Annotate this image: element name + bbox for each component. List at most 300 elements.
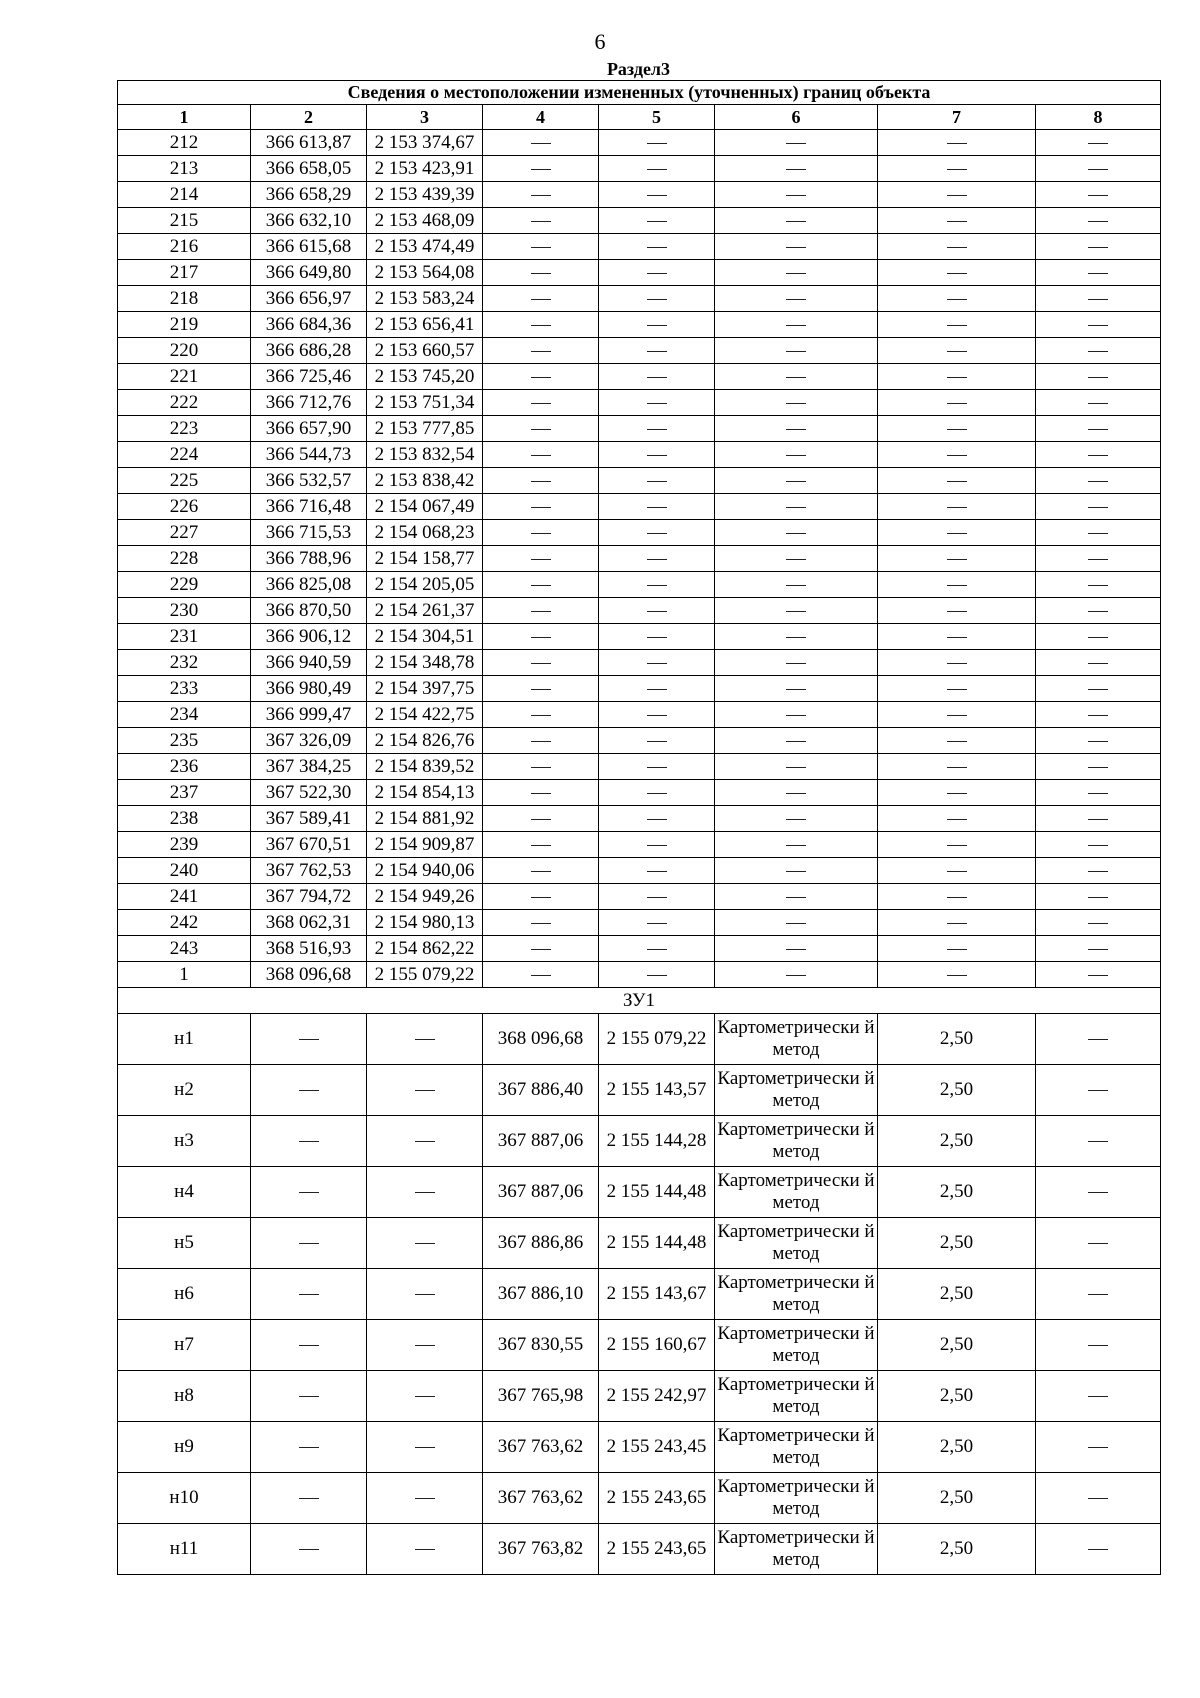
dash-mark: [947, 715, 967, 716]
table-row: [118, 676, 1161, 702]
table-row: [118, 1116, 1161, 1167]
dash-mark: [531, 403, 551, 404]
dash-mark: [1088, 247, 1108, 248]
empty-cell: [483, 806, 599, 832]
empty-cell: [878, 286, 1036, 312]
empty-cell: [1036, 1167, 1161, 1218]
point-number: 231: [118, 624, 251, 650]
dash-mark: [786, 247, 806, 248]
dash-mark: [299, 1039, 319, 1040]
dash-mark: [1088, 1141, 1108, 1142]
dash-mark: [947, 507, 967, 508]
coord-y: 2 154 980,13: [367, 910, 483, 936]
empty-cell: [878, 156, 1036, 182]
coord-y: 2 154 949,26: [367, 884, 483, 910]
dash-mark: [786, 221, 806, 222]
empty-cell: [715, 416, 878, 442]
empty-cell: [878, 832, 1036, 858]
dash-mark: [531, 273, 551, 274]
coord-y: 2 153 832,54: [367, 442, 483, 468]
dash-mark: [786, 507, 806, 508]
dash-mark: [947, 429, 967, 430]
dash-mark: [647, 221, 667, 222]
coord-y: 2 154 854,13: [367, 780, 483, 806]
empty-cell: [715, 338, 878, 364]
dash-mark: [947, 559, 967, 560]
point-number: н9: [118, 1422, 251, 1473]
point-number: 222: [118, 390, 251, 416]
empty-cell: [715, 676, 878, 702]
empty-cell: [483, 624, 599, 650]
coord-x: 366 657,90: [251, 416, 367, 442]
empty-cell: [367, 1371, 483, 1422]
empty-cell: [1036, 702, 1161, 728]
empty-cell: [1036, 780, 1161, 806]
point-number: 235: [118, 728, 251, 754]
dash-mark: [531, 871, 551, 872]
empty-cell: [1036, 312, 1161, 338]
empty-cell: [1036, 936, 1161, 962]
point-number: 234: [118, 702, 251, 728]
empty-cell: [1036, 676, 1161, 702]
dash-mark: [647, 767, 667, 768]
dash-mark: [786, 741, 806, 742]
empty-cell: [1036, 884, 1161, 910]
table-row: [118, 390, 1161, 416]
dash-mark: [531, 741, 551, 742]
coord-y: 2 154 261,37: [367, 598, 483, 624]
dash-mark: [947, 247, 967, 248]
dash-mark: [786, 923, 806, 924]
empty-cell: [878, 962, 1036, 988]
empty-cell: [1036, 1371, 1161, 1422]
empty-cell: [878, 208, 1036, 234]
dash-mark: [531, 533, 551, 534]
empty-cell: [1036, 494, 1161, 520]
dash-mark: [786, 637, 806, 638]
empty-cell: [1036, 598, 1161, 624]
method-cell: Картометрически й метод: [715, 1524, 878, 1575]
dash-mark: [786, 455, 806, 456]
empty-cell: [715, 546, 878, 572]
empty-cell: [367, 1320, 483, 1371]
table-row: [118, 884, 1161, 910]
coord-y: 2 153 660,57: [367, 338, 483, 364]
coord-y: 2 153 374,67: [367, 130, 483, 156]
empty-cell: [599, 130, 715, 156]
dash-mark: [1088, 273, 1108, 274]
table-row: [118, 728, 1161, 754]
dash-mark: [1088, 299, 1108, 300]
empty-cell: [1036, 962, 1161, 988]
empty-cell: [715, 390, 878, 416]
empty-cell: [599, 182, 715, 208]
dash-mark: [647, 481, 667, 482]
empty-cell: [251, 1422, 367, 1473]
table-title: Сведения о местоположении измененных (уточненных) границ объекта: [118, 81, 1161, 105]
dash-mark: [1088, 195, 1108, 196]
empty-cell: [715, 650, 878, 676]
coord-x: 366 684,36: [251, 312, 367, 338]
dash-mark: [647, 143, 667, 144]
empty-cell: [1036, 1065, 1161, 1116]
empty-cell: [1036, 1473, 1161, 1524]
empty-cell: [1036, 286, 1161, 312]
dash-mark: [647, 715, 667, 716]
coord-y: 2 153 468,09: [367, 208, 483, 234]
point-number: 212: [118, 130, 251, 156]
table-row: [118, 546, 1161, 572]
page-number: 6: [594, 29, 606, 54]
dash-mark: [531, 923, 551, 924]
table-row: [118, 1320, 1161, 1371]
coord-x: 366 725,46: [251, 364, 367, 390]
dash-mark: [947, 585, 967, 586]
dash-mark: [786, 949, 806, 950]
dash-mark: [947, 533, 967, 534]
empty-cell: [1036, 910, 1161, 936]
empty-cell: [599, 624, 715, 650]
coord-x: 366 686,28: [251, 338, 367, 364]
coord-x: 366 715,53: [251, 520, 367, 546]
empty-cell: [483, 676, 599, 702]
coord-x: 368 096,68: [483, 1014, 599, 1065]
coord-x: 366 940,59: [251, 650, 367, 676]
empty-cell: [878, 338, 1036, 364]
empty-cell: [251, 1524, 367, 1575]
table-row: [118, 286, 1161, 312]
dash-mark: [947, 949, 967, 950]
empty-cell: [483, 572, 599, 598]
dash-mark: [299, 1396, 319, 1397]
empty-cell: [251, 1473, 367, 1524]
point-number: н3: [118, 1116, 251, 1167]
empty-cell: [599, 390, 715, 416]
point-number: 218: [118, 286, 251, 312]
dash-mark: [1088, 169, 1108, 170]
table-row: [118, 858, 1161, 884]
table-row: [118, 338, 1161, 364]
dash-mark: [299, 1090, 319, 1091]
empty-cell: [1036, 442, 1161, 468]
column-header: 6: [715, 105, 878, 130]
empty-cell: [1036, 390, 1161, 416]
group-row: [118, 988, 1161, 1014]
empty-cell: [715, 858, 878, 884]
dash-mark: [1088, 325, 1108, 326]
empty-cell: [251, 1014, 367, 1065]
empty-cell: [878, 182, 1036, 208]
empty-cell: [715, 442, 878, 468]
dash-mark: [415, 1243, 435, 1244]
empty-cell: [1036, 520, 1161, 546]
dash-mark: [1088, 455, 1108, 456]
dash-mark: [1088, 871, 1108, 872]
dash-mark: [415, 1549, 435, 1550]
accuracy-cell: 2,50: [878, 1065, 1036, 1116]
coord-x: 368 096,68: [251, 962, 367, 988]
point-number: н8: [118, 1371, 251, 1422]
dash-mark: [647, 585, 667, 586]
point-number: 228: [118, 546, 251, 572]
empty-cell: [878, 780, 1036, 806]
empty-cell: [878, 676, 1036, 702]
dash-mark: [647, 793, 667, 794]
dash-mark: [647, 507, 667, 508]
coord-x: 366 712,76: [251, 390, 367, 416]
method-cell: Картометрически й метод: [715, 1014, 878, 1065]
empty-cell: [1036, 234, 1161, 260]
empty-cell: [1036, 728, 1161, 754]
dash-mark: [415, 1345, 435, 1346]
dash-mark: [1088, 923, 1108, 924]
dash-mark: [647, 455, 667, 456]
dash-mark: [531, 637, 551, 638]
dash-mark: [415, 1039, 435, 1040]
accuracy-cell: 2,50: [878, 1116, 1036, 1167]
accuracy-cell: 2,50: [878, 1218, 1036, 1269]
dash-mark: [531, 169, 551, 170]
empty-cell: [1036, 130, 1161, 156]
dash-mark: [786, 767, 806, 768]
point-number: н5: [118, 1218, 251, 1269]
dash-mark: [786, 481, 806, 482]
dash-mark: [1088, 975, 1108, 976]
coord-x: 367 830,55: [483, 1320, 599, 1371]
dash-mark: [947, 663, 967, 664]
point-number: 241: [118, 884, 251, 910]
dash-mark: [947, 897, 967, 898]
dash-mark: [947, 195, 967, 196]
dash-mark: [1088, 1498, 1108, 1499]
empty-cell: [715, 130, 878, 156]
table-row: [118, 182, 1161, 208]
coord-y: 2 154 940,06: [367, 858, 483, 884]
coord-x: 367 763,62: [483, 1473, 599, 1524]
coord-x: 367 886,10: [483, 1269, 599, 1320]
column-header: 7: [878, 105, 1036, 130]
empty-cell: [1036, 468, 1161, 494]
empty-cell: [483, 208, 599, 234]
table-row: [118, 572, 1161, 598]
empty-cell: [599, 546, 715, 572]
empty-cell: [599, 234, 715, 260]
table-row: [118, 624, 1161, 650]
empty-cell: [878, 260, 1036, 286]
table-row: [118, 962, 1161, 988]
coord-y: 2 155 144,48: [599, 1218, 715, 1269]
coord-y: 2 154 839,52: [367, 754, 483, 780]
dash-mark: [947, 377, 967, 378]
dash-mark: [647, 169, 667, 170]
accuracy-cell: 2,50: [878, 1524, 1036, 1575]
dash-mark: [1088, 533, 1108, 534]
dash-mark: [786, 377, 806, 378]
point-number: 223: [118, 416, 251, 442]
point-number: 227: [118, 520, 251, 546]
empty-cell: [1036, 1218, 1161, 1269]
empty-cell: [599, 156, 715, 182]
empty-cell: [715, 312, 878, 338]
point-number: 219: [118, 312, 251, 338]
method-cell: Картометрически й метод: [715, 1269, 878, 1320]
empty-cell: [1036, 1014, 1161, 1065]
dash-mark: [299, 1345, 319, 1346]
dash-mark: [786, 143, 806, 144]
empty-cell: [251, 1269, 367, 1320]
dash-mark: [299, 1447, 319, 1448]
empty-cell: [878, 806, 1036, 832]
empty-cell: [715, 364, 878, 390]
empty-cell: [367, 1422, 483, 1473]
coord-y: 2 154 881,92: [367, 806, 483, 832]
empty-cell: [878, 702, 1036, 728]
point-number: 242: [118, 910, 251, 936]
dash-mark: [947, 975, 967, 976]
table-row: [118, 416, 1161, 442]
dash-mark: [647, 377, 667, 378]
method-cell: Картометрически й метод: [715, 1218, 878, 1269]
point-number: 236: [118, 754, 251, 780]
dash-mark: [1088, 221, 1108, 222]
dash-mark: [415, 1090, 435, 1091]
dash-mark: [947, 637, 967, 638]
dash-mark: [786, 845, 806, 846]
dash-mark: [947, 299, 967, 300]
dash-mark: [947, 169, 967, 170]
coord-y: 2 155 160,67: [599, 1320, 715, 1371]
empty-cell: [367, 1218, 483, 1269]
empty-cell: [599, 780, 715, 806]
coord-y: 2 154 348,78: [367, 650, 483, 676]
empty-cell: [251, 1320, 367, 1371]
dash-mark: [786, 975, 806, 976]
dash-mark: [531, 195, 551, 196]
coord-y: 2 153 751,34: [367, 390, 483, 416]
coord-y: 2 154 826,76: [367, 728, 483, 754]
dash-mark: [1088, 767, 1108, 768]
coord-x: 366 615,68: [251, 234, 367, 260]
dash-mark: [299, 1294, 319, 1295]
dash-mark: [786, 871, 806, 872]
coord-y: 2 155 079,22: [367, 962, 483, 988]
table-row: [118, 780, 1161, 806]
coord-x: 367 763,82: [483, 1524, 599, 1575]
empty-cell: [1036, 624, 1161, 650]
empty-cell: [599, 728, 715, 754]
empty-cell: [715, 598, 878, 624]
empty-cell: [367, 1014, 483, 1065]
point-number: 243: [118, 936, 251, 962]
dash-mark: [531, 299, 551, 300]
empty-cell: [715, 234, 878, 260]
empty-cell: [1036, 156, 1161, 182]
dash-mark: [531, 377, 551, 378]
table-row: [118, 936, 1161, 962]
coord-x: 367 670,51: [251, 832, 367, 858]
point-number: 216: [118, 234, 251, 260]
empty-cell: [1036, 1116, 1161, 1167]
dash-mark: [531, 221, 551, 222]
dash-mark: [531, 845, 551, 846]
method-cell: Картометрически й метод: [715, 1116, 878, 1167]
column-header: 5: [599, 105, 715, 130]
empty-cell: [599, 884, 715, 910]
accuracy-cell: 2,50: [878, 1320, 1036, 1371]
dash-mark: [1088, 845, 1108, 846]
empty-cell: [599, 754, 715, 780]
dash-mark: [786, 403, 806, 404]
dash-mark: [647, 897, 667, 898]
empty-cell: [599, 468, 715, 494]
dash-mark: [647, 559, 667, 560]
empty-cell: [599, 676, 715, 702]
coord-x: 368 062,31: [251, 910, 367, 936]
empty-cell: [1036, 832, 1161, 858]
coord-y: 2 154 397,75: [367, 676, 483, 702]
coord-y: 2 154 205,05: [367, 572, 483, 598]
dash-mark: [1088, 819, 1108, 820]
empty-cell: [483, 728, 599, 754]
empty-cell: [878, 728, 1036, 754]
empty-cell: [1036, 1269, 1161, 1320]
column-header: 1: [118, 105, 251, 130]
empty-cell: [715, 468, 878, 494]
empty-cell: [599, 936, 715, 962]
dash-mark: [1088, 689, 1108, 690]
empty-cell: [367, 1524, 483, 1575]
dash-mark: [647, 429, 667, 430]
method-cell: Картометрически й метод: [715, 1422, 878, 1473]
point-number: 240: [118, 858, 251, 884]
empty-cell: [715, 780, 878, 806]
empty-cell: [483, 546, 599, 572]
accuracy-cell: 2,50: [878, 1167, 1036, 1218]
empty-cell: [599, 858, 715, 884]
empty-cell: [599, 208, 715, 234]
dash-mark: [1088, 715, 1108, 716]
coord-x: 366 613,87: [251, 130, 367, 156]
empty-cell: [483, 468, 599, 494]
empty-cell: [1036, 208, 1161, 234]
dash-mark: [647, 663, 667, 664]
dash-mark: [786, 169, 806, 170]
coord-y: 2 153 777,85: [367, 416, 483, 442]
dash-mark: [531, 793, 551, 794]
group-label: ЗУ1: [118, 988, 1161, 1014]
empty-cell: [1036, 1524, 1161, 1575]
empty-cell: [1036, 182, 1161, 208]
dash-mark: [647, 923, 667, 924]
empty-cell: [483, 598, 599, 624]
table-row: [118, 1524, 1161, 1575]
dash-mark: [299, 1243, 319, 1244]
coord-x: 366 658,29: [251, 182, 367, 208]
empty-cell: [878, 390, 1036, 416]
column-header: 3: [367, 105, 483, 130]
coord-y: 2 153 439,39: [367, 182, 483, 208]
dash-mark: [647, 299, 667, 300]
table-row: [118, 754, 1161, 780]
coord-x: 367 589,41: [251, 806, 367, 832]
point-number: 220: [118, 338, 251, 364]
dash-mark: [947, 741, 967, 742]
dash-mark: [647, 845, 667, 846]
coord-x: 366 544,73: [251, 442, 367, 468]
empty-cell: [1036, 546, 1161, 572]
table-row: [118, 1014, 1161, 1065]
accuracy-cell: 2,50: [878, 1371, 1036, 1422]
